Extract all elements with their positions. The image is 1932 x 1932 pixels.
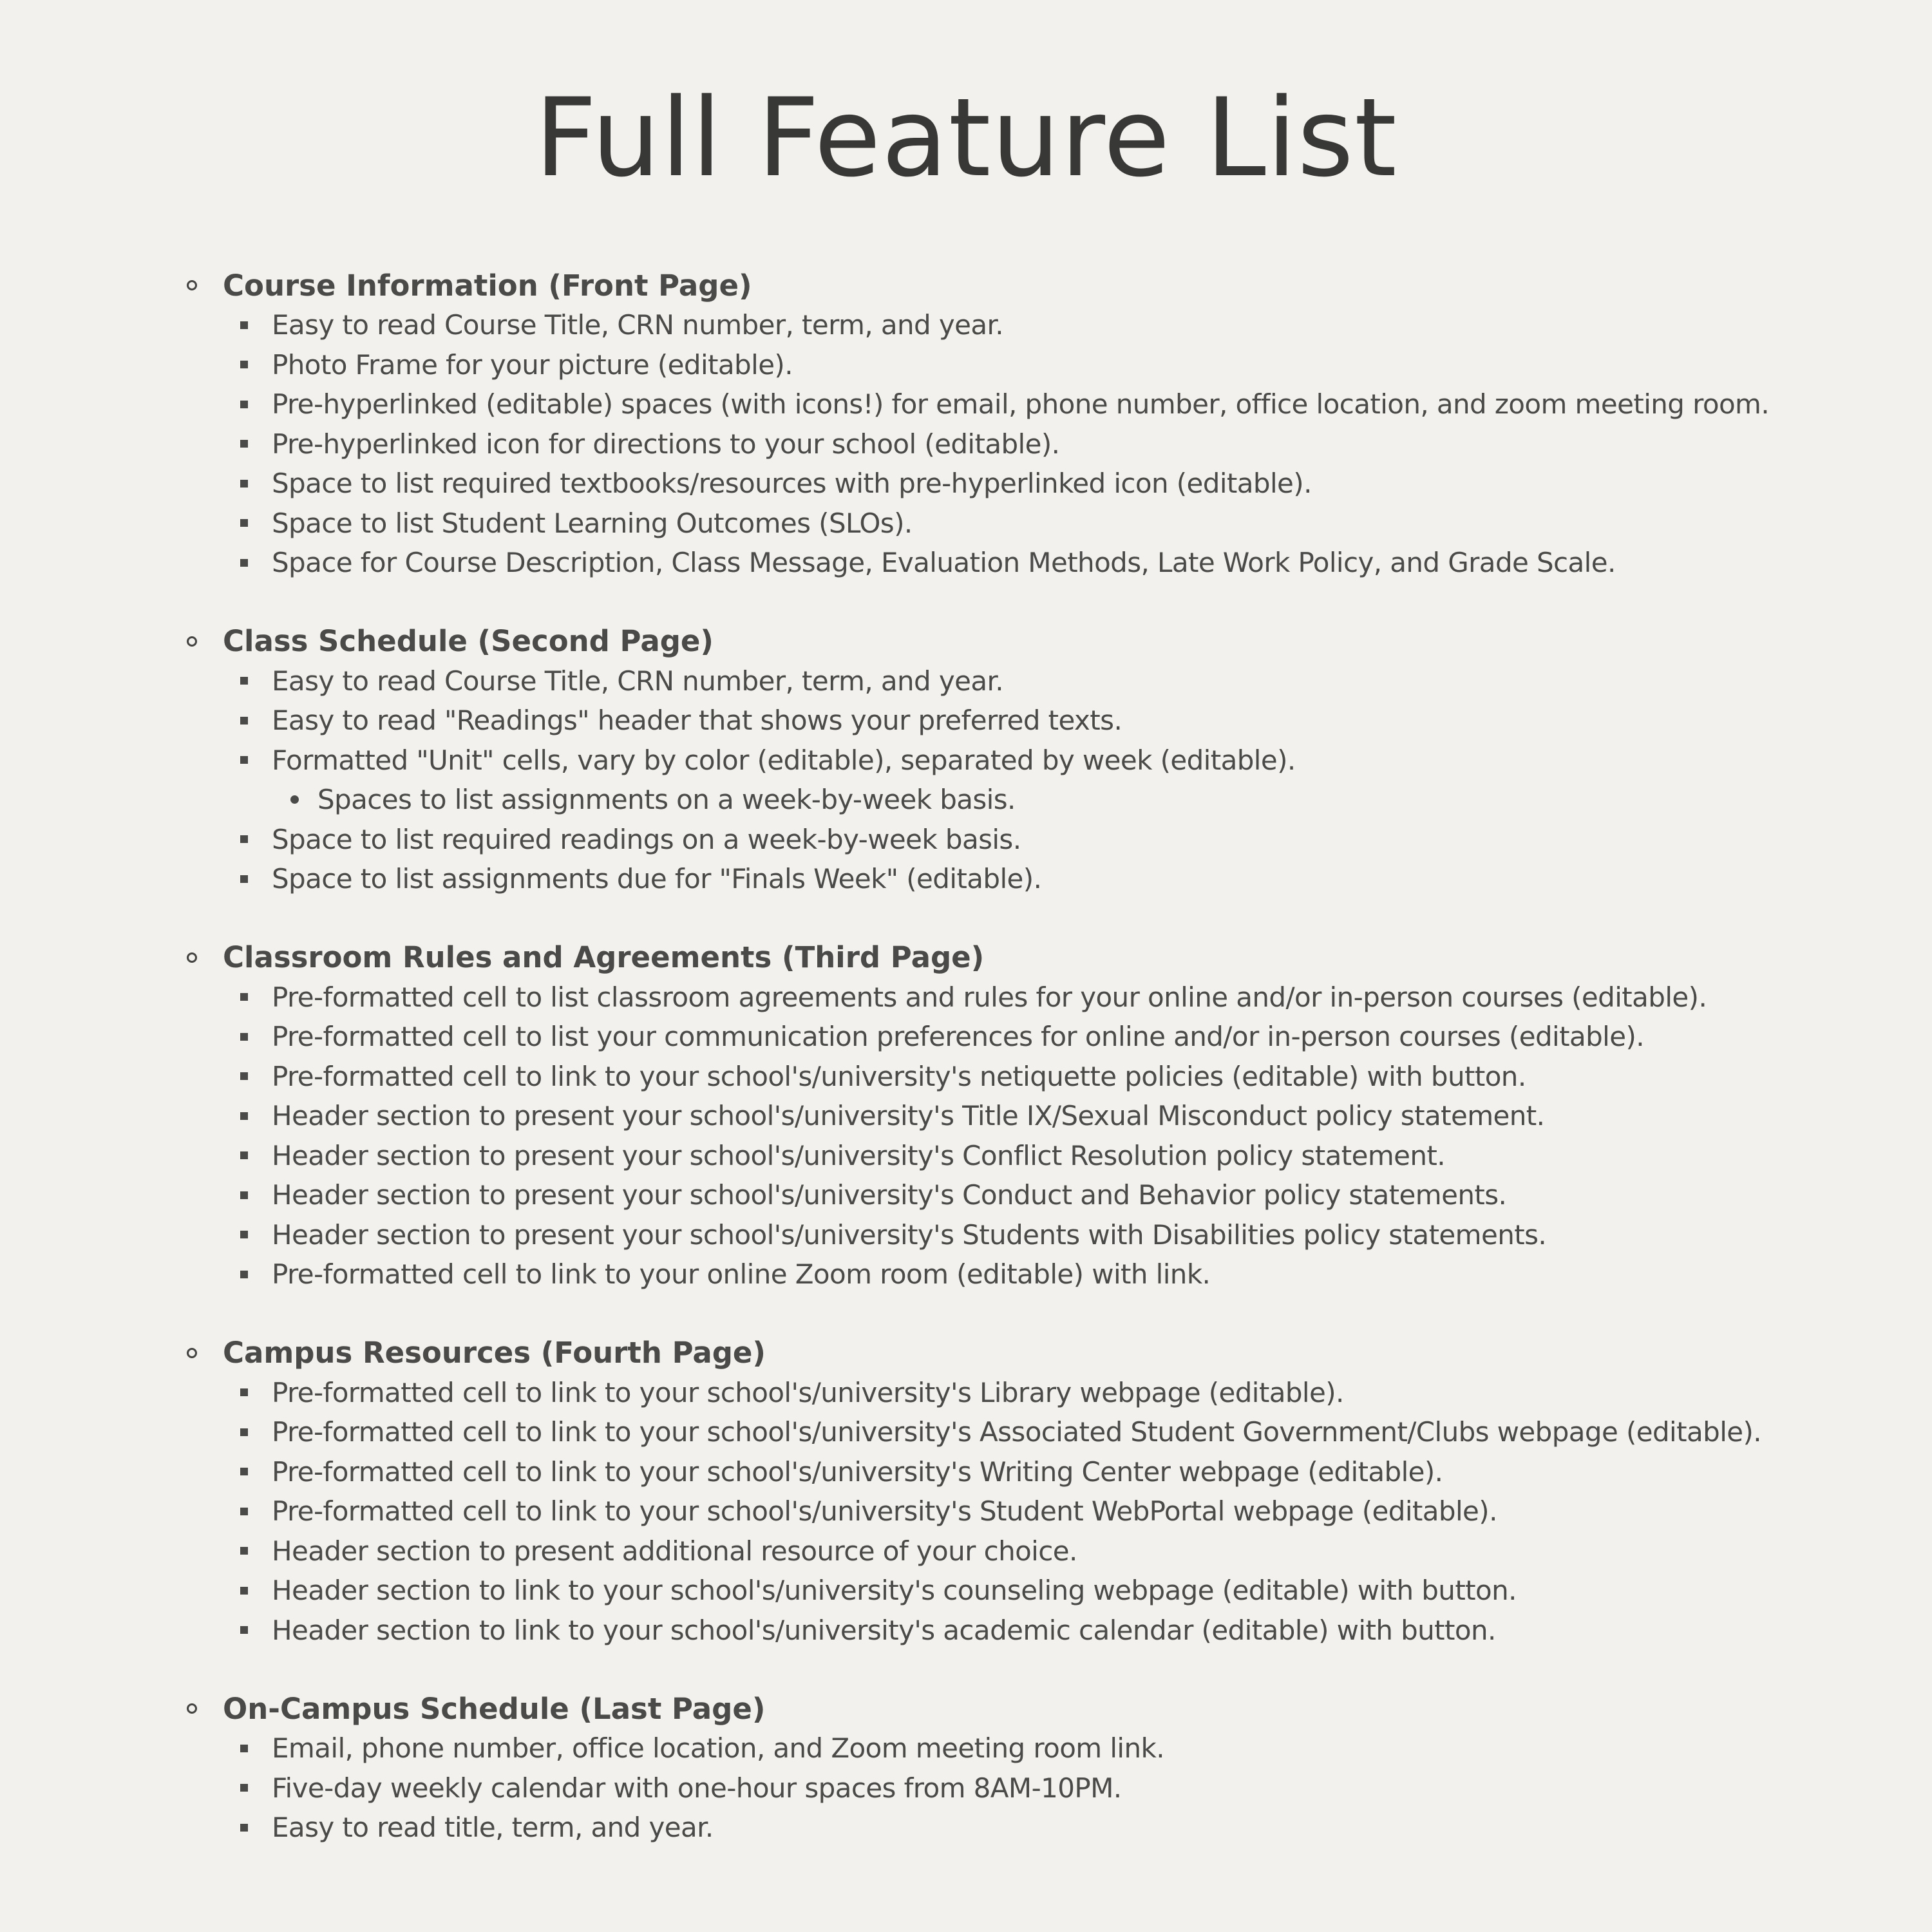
square-bullet-icon <box>240 1072 248 1080</box>
list-item <box>240 1215 1913 1255</box>
square-bullet-icon <box>240 1112 248 1120</box>
list-item-text: Header section to present your school's/university's Conduct and Behavior policy statements. <box>272 1179 1507 1211</box>
list-item-text: Header section to present additional resource of your choice. <box>272 1535 1077 1567</box>
list-item <box>240 820 1913 860</box>
list-item-text: Space to list required readings on a week-by-week basis. <box>272 823 1021 855</box>
circle-bullet-icon <box>187 1703 197 1714</box>
list-item <box>240 1452 1913 1492</box>
square-bullet-icon <box>240 1508 248 1515</box>
list-item-text: Photo Frame for your picture (editable). <box>272 348 793 381</box>
page-title: Full Feature List <box>535 75 1397 201</box>
square-bullet-icon <box>240 1151 248 1159</box>
list-item <box>240 1373 1913 1413</box>
list-item <box>240 384 1913 424</box>
list-item <box>240 1571 1913 1611</box>
list-item-text: Space to list required textbooks/resources with pre-hyperlinked icon (editable). <box>272 468 1312 500</box>
list-item-text: Header section to present your school's/university's Students with Disabilities policy statements. <box>272 1218 1547 1251</box>
square-bullet-icon <box>240 1231 248 1238</box>
list-item-text: Spaces to list assignments on a week-by-week basis. <box>317 784 1016 816</box>
circle-bullet-icon <box>187 280 197 290</box>
list-item-text: Pre-formatted cell to list classroom agreements and rules for your online and/or in-person courses (editable). <box>272 981 1707 1013</box>
square-bullet-icon <box>240 1824 248 1832</box>
square-bullet-icon <box>240 717 248 724</box>
list-item <box>240 504 1913 544</box>
circle-bullet-icon <box>187 1348 197 1358</box>
section-on-campus-schedule <box>187 1689 1913 1848</box>
list-item-text: Easy to read "Readings" header that shows your preferred texts. <box>272 705 1122 737</box>
square-bullet-icon <box>240 756 248 764</box>
list-item-text: Formatted "Unit" cells, vary by color (editable), separated by week (editable). <box>272 744 1296 776</box>
section-items <box>240 1728 1913 1848</box>
section-items <box>240 661 1913 899</box>
circle-bullet-icon <box>187 636 197 647</box>
section-class-schedule <box>187 621 1913 899</box>
square-bullet-icon <box>240 1271 248 1278</box>
list-item <box>240 345 1913 385</box>
square-bullet-icon <box>240 519 248 527</box>
square-bullet-icon <box>240 875 248 883</box>
section-campus-resources <box>187 1333 1913 1651</box>
section-title: Classroom Rules and Agreements (Third Page) <box>223 940 985 974</box>
list-item-text: Pre-hyperlinked icon for directions to your school (editable). <box>272 428 1060 460</box>
list-item-text: Easy to read Course Title, CRN number, term, and year. <box>272 665 1004 697</box>
list-item-text: Header section to present your school's/university's Title IX/Sexual Misconduct policy statement. <box>272 1100 1545 1132</box>
square-bullet-icon <box>240 480 248 488</box>
square-bullet-icon <box>240 835 248 843</box>
list-item <box>240 1808 1913 1848</box>
list-item-text: Header section to link to your school's/university's academic calendar (editable) with button. <box>272 1614 1496 1646</box>
square-bullet-icon <box>240 1745 248 1752</box>
section-items <box>240 978 1913 1294</box>
list-item-text: Easy to read title, term, and year. <box>272 1812 714 1844</box>
square-bullet-icon <box>240 993 248 1001</box>
section-heading <box>187 1333 1913 1373</box>
square-bullet-icon <box>240 1428 248 1436</box>
list-item-text: Easy to read Course Title, CRN number, term, and year. <box>272 309 1004 341</box>
list-item <box>240 1136 1913 1176</box>
section-title: Course Information (Front Page) <box>223 268 752 303</box>
square-bullet-icon <box>240 401 248 408</box>
list-item <box>240 1492 1913 1531</box>
section-heading <box>187 265 1913 305</box>
section-heading <box>187 938 1913 978</box>
list-item <box>240 424 1913 464</box>
list-item <box>240 1255 1913 1294</box>
list-item <box>240 1017 1913 1057</box>
list-item-text: Pre-formatted cell to link to your school's/university's Associated Student Government/Clubs webpage (editable). <box>272 1416 1762 1448</box>
list-item-text: Pre-hyperlinked (editable) spaces (with icons!) for email, phone number, office location, and zoom meeting room. <box>272 388 1770 421</box>
section-heading <box>187 1689 1913 1728</box>
square-bullet-icon <box>240 1468 248 1475</box>
square-bullet-icon <box>240 1626 248 1634</box>
dot-bullet-icon <box>290 795 299 804</box>
list-item-text: Pre-formatted cell to link to your school's/university's Library webpage (editable). <box>272 1376 1344 1408</box>
section-items <box>240 305 1913 583</box>
list-item-text: Space to list Student Learning Outcomes (SLOs). <box>272 507 913 539</box>
list-item-text: Header section to present your school's/university's Conflict Resolution policy statement. <box>272 1139 1446 1171</box>
list-item <box>240 1057 1913 1097</box>
circle-bullet-icon <box>187 952 197 963</box>
section-classroom-rules <box>187 938 1913 1294</box>
list-item-text: Five-day weekly calendar with one-hour spaces from 8AM-10PM. <box>272 1772 1122 1804</box>
section-course-information <box>187 265 1913 583</box>
square-bullet-icon <box>240 321 248 329</box>
square-bullet-icon <box>240 677 248 685</box>
list-item-text: Header section to link to your school's/university's counseling webpage (editable) with button. <box>272 1575 1517 1607</box>
square-bullet-icon <box>240 1784 248 1792</box>
list-item-text: Pre-formatted cell to link to your school's/university's Student WebPortal webpage (editable). <box>272 1495 1497 1528</box>
list-item <box>240 1412 1913 1452</box>
list-item-text: Space for Course Description, Class Message, Evaluation Methods, Late Work Policy, and Grade Scale. <box>272 547 1616 579</box>
list-item-text: Pre-formatted cell to link to your school's/university's Writing Center webpage (editable). <box>272 1455 1443 1488</box>
list-item <box>240 1611 1913 1651</box>
list-item <box>240 859 1913 899</box>
list-item <box>240 1096 1913 1136</box>
list-item-text: Pre-formatted cell to link to your online Zoom room (editable) with link. <box>272 1258 1211 1291</box>
list-item-text: Pre-formatted cell to link to your school's/university's netiquette policies (editable) with button. <box>272 1060 1526 1092</box>
list-item-text: Space to list assignments due for "Finals Week" (editable). <box>272 863 1042 895</box>
section-items <box>240 1373 1913 1651</box>
list-item <box>240 464 1913 504</box>
list-item <box>240 1728 1913 1768</box>
list-item <box>240 701 1913 741</box>
list-item <box>240 661 1913 701</box>
section-title: Class Schedule (Second Page) <box>223 624 714 658</box>
list-item <box>240 978 1913 1018</box>
square-bullet-icon <box>240 1191 248 1199</box>
list-item <box>240 305 1913 345</box>
square-bullet-icon <box>240 1033 248 1041</box>
list-item <box>240 543 1913 583</box>
square-bullet-icon <box>240 440 248 448</box>
square-bullet-icon <box>240 1547 248 1555</box>
section-heading <box>187 621 1913 661</box>
feature-list <box>187 265 1913 1886</box>
section-title: On-Campus Schedule (Last Page) <box>223 1691 766 1726</box>
square-bullet-icon <box>240 559 248 567</box>
section-title: Campus Resources (Fourth Page) <box>223 1336 766 1370</box>
list-item-text: Email, phone number, office location, and Zoom meeting room link. <box>272 1732 1164 1765</box>
square-bullet-icon <box>240 1587 248 1595</box>
list-item-text: Pre-formatted cell to list your communication preferences for online and/or in-person courses (editable). <box>272 1021 1645 1053</box>
square-bullet-icon <box>240 361 248 368</box>
square-bullet-icon <box>240 1388 248 1396</box>
sub-list-item <box>290 780 1913 820</box>
list-item <box>240 1175 1913 1215</box>
list-item <box>240 741 1913 781</box>
list-item <box>240 1531 1913 1571</box>
list-item <box>240 1768 1913 1808</box>
